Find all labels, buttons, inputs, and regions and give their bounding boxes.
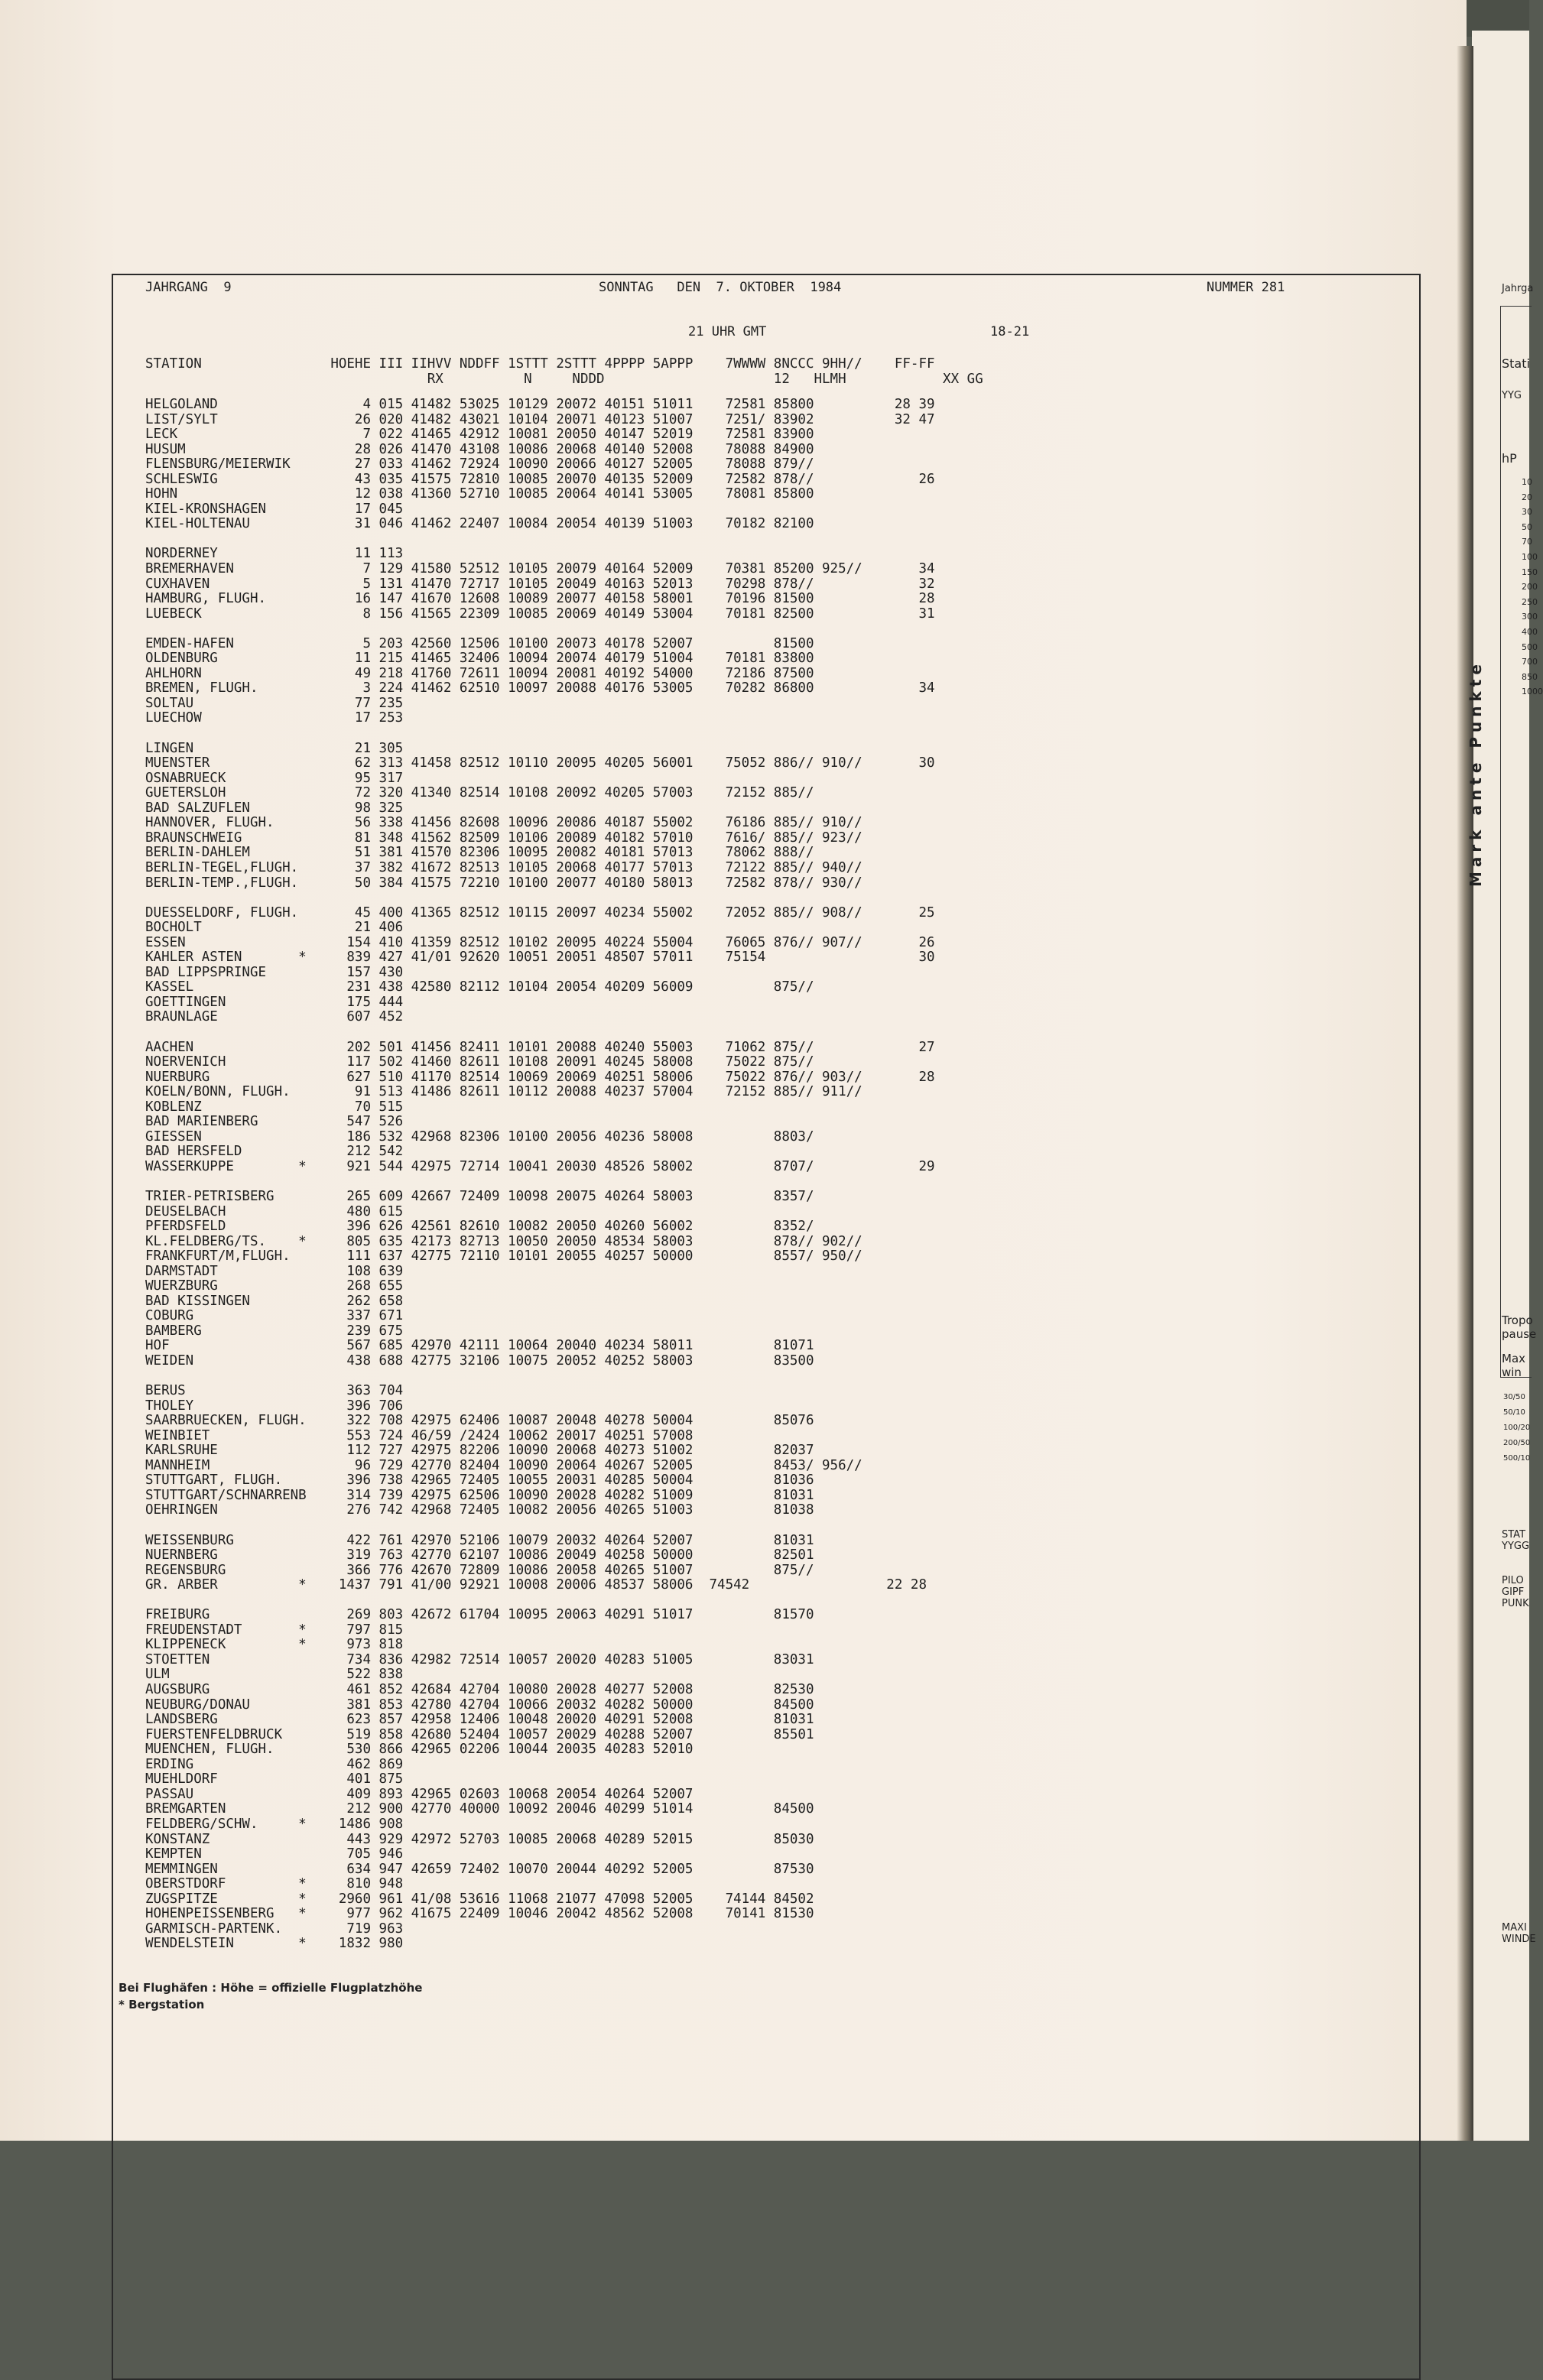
station-row: NEUBURG/DONAU 381 853 42780 42704 10066 20032 40282 50000 84500 xyxy=(145,1697,814,1713)
station-row: MUEHLDORF 401 875 xyxy=(145,1771,404,1787)
row-spacer xyxy=(145,726,935,742)
rp-level: 10 xyxy=(1522,477,1532,487)
station-row: ZUGSPITZE * 2960 961 41/08 53616 11068 21077 47098 52005 74144 84502 xyxy=(145,1891,814,1907)
station-row: BERUS 363 704 xyxy=(145,1383,404,1399)
station-rows xyxy=(145,398,935,1952)
station-row: COBURG 337 671 xyxy=(145,1308,404,1324)
station-row: THOLEY 396 706 xyxy=(145,1398,404,1414)
footnote-mountain-station: * Bergstation xyxy=(119,1998,205,2011)
station-row: CUXHAVEN 5 131 41470 72717 10105 20049 40163 52013 70298 878// 32 xyxy=(145,576,935,592)
station-row: KLIPPENECK * 973 818 xyxy=(145,1637,404,1653)
rp-maxi: MAXI WINDE xyxy=(1502,1922,1536,1945)
row-spacer xyxy=(145,1174,935,1190)
station-row: BRAUNSCHWEIG 81 348 41562 82509 10106 20089 40182 57010 7616/ 885// 923// xyxy=(145,830,862,846)
station-row: OLDENBURG 11 215 41465 32406 10094 20074 40179 51004 70181 83800 xyxy=(145,651,814,667)
rp-jahrgang: Jahrga xyxy=(1502,283,1534,294)
station-row: STUTTGART/SCHNARRENB 314 739 42975 62506 10090 20028 40282 51009 81031 xyxy=(145,1487,814,1503)
station-row: AHLHORN 49 218 41760 72611 10094 20081 40192 54000 72186 87500 xyxy=(145,665,814,681)
station-row: GIESSEN 186 532 42968 82306 10100 20056 40236 58008 8803/ xyxy=(145,1128,814,1145)
station-row: KEMPTEN 705 946 xyxy=(145,1846,404,1862)
rp-level: 20 xyxy=(1522,492,1532,502)
station-row: NORDERNEY 11 113 xyxy=(145,546,404,562)
station-row: KOELN/BONN, FLUGH. 91 513 41486 82611 10112 20088 40237 57004 72152 885// 911// xyxy=(145,1084,862,1100)
station-row: MUENSTER 62 313 41458 82512 10110 20095 40205 56001 75052 886// 910// 30 xyxy=(145,755,935,771)
station-row: LUECHOW 17 253 xyxy=(145,710,404,726)
date-label: SONNTAG DEN 7. OKTOBER 1984 xyxy=(599,280,842,295)
station-row: BERLIN-TEMP.,FLUGH. 50 384 41575 72210 10100 20077 40180 58013 72582 878// 930// xyxy=(145,875,862,891)
station-row: LECK 7 022 41465 42912 10081 20050 40147 52019 72581 83900 xyxy=(145,427,814,443)
rp-hp: hP xyxy=(1502,451,1517,466)
station-row: WEINBIET 553 724 46/59 /2424 10062 20017 40251 57008 xyxy=(145,1427,694,1443)
observation-time: 21 UHR GMT xyxy=(688,324,767,339)
station-row: BOCHOLT 21 406 xyxy=(145,920,404,936)
station-row: FUERSTENFELDBRUCK 519 858 42680 52404 10057 20029 40288 52007 85501 xyxy=(145,1726,814,1742)
station-row: HOHN 12 038 41360 52710 10085 20064 40141 53005 78081 85800 xyxy=(145,486,814,502)
rp-wind-level: 100/20 xyxy=(1503,1424,1531,1432)
station-row: GARMISCH-PARTENK. 719 963 xyxy=(145,1921,404,1937)
station-row: BREMEN, FLUGH. 3 224 41462 62510 10097 20088 40176 53005 70282 86800 34 xyxy=(145,680,935,696)
station-row: LINGEN 21 305 xyxy=(145,740,404,756)
station-row: KARLSRUHE 112 727 42975 82206 10090 20068 40273 51002 82037 xyxy=(145,1443,814,1459)
station-row: WASSERKUPPE * 921 544 42975 72714 10041 20030 48526 58002 8707/ 29 xyxy=(145,1158,935,1174)
row-spacer xyxy=(145,891,935,906)
rp-wind-level: 50/10 xyxy=(1503,1408,1525,1417)
station-row: PFERDSFELD 396 626 42561 82610 10082 20050 40260 56002 8352/ xyxy=(145,1219,814,1235)
book-spine xyxy=(1457,46,1473,2141)
station-row: LIST/SYLT 26 020 41482 43021 10104 20071 40123 51007 7251/ 83902 32 47 xyxy=(145,411,935,427)
station-row: DUESSELDORF, FLUGH. 45 400 41365 82512 10115 20097 40234 55002 72052 885// 908// 25 xyxy=(145,904,935,921)
station-row: ESSEN 154 410 41359 82512 10102 20095 40224 55004 76065 876// 907// 26 xyxy=(145,934,935,950)
station-row: TRIER-PETRISBERG 265 609 42667 72409 10098 20075 40264 58003 8357/ xyxy=(145,1188,814,1204)
station-row: AUGSBURG 461 852 42684 42704 10080 20028 40277 52008 82530 xyxy=(145,1682,814,1698)
jahrgang-label: JAHRGANG 9 xyxy=(145,280,232,295)
rp-level: 150 xyxy=(1522,567,1538,577)
station-row: SOLTAU 77 235 xyxy=(145,695,404,711)
station-row: BREMGARTEN 212 900 42770 40000 10092 20046 40299 51014 84500 xyxy=(145,1801,814,1817)
rp-station: Stati xyxy=(1502,356,1530,371)
station-row: GR. ARBER * 1437 791 41/00 92921 10008 20006 48537 58006 74542 22 28 xyxy=(145,1577,927,1593)
rp-pilo: PILO GIPF PUNK xyxy=(1502,1575,1529,1609)
station-row: KONSTANZ 443 929 42972 52703 10085 20068 40289 52015 85030 xyxy=(145,1831,814,1847)
rp-level: 700 xyxy=(1522,657,1538,667)
station-row: REGENSBURG 366 776 42670 72809 10086 20058 40265 51007 875// xyxy=(145,1562,814,1578)
rp-tropopause: Tropo pause xyxy=(1502,1313,1537,1341)
station-row: HANNOVER, FLUGH. 56 338 41456 82608 10096 20086 40187 55002 76186 885// 910// xyxy=(145,815,862,831)
station-row: WUERZBURG 268 655 xyxy=(145,1278,404,1294)
station-row: FLENSBURG/MEIERWIK 27 033 41462 72924 10090 20066 40127 52005 78088 879// xyxy=(145,456,814,472)
station-row: SCHLESWIG 43 035 41575 72810 10085 20070 40135 52009 72582 878// 26 xyxy=(145,471,935,487)
station-row: FELDBERG/SCHW. * 1486 908 xyxy=(145,1816,404,1832)
station-row: BAD LIPPSPRINGE 157 430 xyxy=(145,964,404,980)
rp-level: 100 xyxy=(1522,552,1538,562)
station-row: NUERBURG 627 510 41170 82514 10069 20069 40251 58006 75022 876// 903// 28 xyxy=(145,1069,935,1085)
rp-level: 200 xyxy=(1522,582,1538,593)
rp-level: 30 xyxy=(1522,507,1532,518)
period-label: 18-21 xyxy=(990,324,1030,339)
rp-stat: STAT YYGG xyxy=(1502,1529,1530,1552)
station-row: DARMSTADT 108 639 xyxy=(145,1263,404,1279)
rp-level: 70 xyxy=(1522,537,1532,547)
station-row: LUEBECK 8 156 41565 22309 10085 20069 40149 53004 70181 82500 31 xyxy=(145,606,935,622)
station-row: ULM 522 838 xyxy=(145,1667,404,1683)
row-spacer xyxy=(145,532,935,547)
station-row: MUENCHEN, FLUGH. 530 866 42965 02206 10044 20035 40283 52010 xyxy=(145,1742,694,1758)
station-row: KL.FELDBERG/TS. * 805 635 42173 82713 10050 20050 48534 58003 878// 902// xyxy=(145,1233,862,1249)
station-row: MANNHEIM 96 729 42770 82404 10090 20064 40267 52005 8453/ 956// xyxy=(145,1457,862,1473)
station-row: BERLIN-DAHLEM 51 381 41570 82306 10095 20082 40181 57013 78062 888// xyxy=(145,845,814,861)
station-row: FREUDENSTADT * 797 815 xyxy=(145,1622,404,1638)
station-row: OSNABRUECK 95 317 xyxy=(145,770,404,786)
station-row: BAD KISSINGEN 262 658 xyxy=(145,1293,404,1309)
station-row: STUTTGART, FLUGH. 396 738 42965 72405 10055 20031 40285 50004 81036 xyxy=(145,1472,814,1489)
station-row: BAD HERSFELD 212 542 xyxy=(145,1144,404,1160)
station-row: BAMBERG 239 675 xyxy=(145,1323,404,1339)
station-row: NOERVENICH 117 502 41460 82611 10108 20091 40245 58008 75022 875// xyxy=(145,1054,814,1070)
rp-level: 250 xyxy=(1522,596,1538,607)
rp-wind-level: 500/10 xyxy=(1503,1454,1531,1463)
station-row: HUSUM 28 026 41470 43108 10086 20068 40140 52008 78088 84900 xyxy=(145,441,814,457)
station-row: BREMERHAVEN 7 129 41580 52512 10105 20079 40164 52009 70381 85200 925// 34 xyxy=(145,561,935,577)
station-row: DEUSELBACH 480 615 xyxy=(145,1203,404,1219)
station-row: AACHEN 202 501 41456 82411 10101 20088 40240 55003 71062 875// 27 xyxy=(145,1039,935,1055)
station-row: PASSAU 409 893 42965 02603 10068 20054 40264 52007 xyxy=(145,1786,694,1802)
station-row: OEHRINGEN 276 742 42968 72405 10082 20056 40265 51003 81038 xyxy=(145,1502,814,1518)
rp-wind-level: 30/50 xyxy=(1503,1393,1525,1401)
station-row: KIEL-HOLTENAU 31 046 41462 22407 10084 20054 40139 51003 70182 82100 xyxy=(145,516,814,532)
station-row: NUERNBERG 319 763 42770 62107 10086 20049 40258 50000 82501 xyxy=(145,1547,814,1563)
station-row: HAMBURG, FLUGH. 16 147 41670 12608 10089 20077 40158 58001 70196 81500 28 xyxy=(145,591,935,607)
station-row: BAD MARIENBERG 547 526 xyxy=(145,1114,404,1130)
row-spacer xyxy=(145,1518,935,1534)
row-spacer xyxy=(145,1593,935,1609)
rp-level: 850 xyxy=(1522,671,1538,682)
rp-level: 400 xyxy=(1522,627,1538,637)
station-row: WEISSENBURG 422 761 42970 52106 10079 20032 40264 52007 81031 xyxy=(145,1532,814,1548)
station-row: KAHLER ASTEN * 839 427 41/01 92620 10051 20051 48507 57011 75154 30 xyxy=(145,950,935,966)
rp-level: 300 xyxy=(1522,612,1538,622)
station-row: STOETTEN 734 836 42982 72514 10057 20020 40283 51005 83031 xyxy=(145,1651,814,1667)
rp-max-wind: Max win xyxy=(1502,1352,1526,1379)
rp-level: 500 xyxy=(1522,641,1538,652)
footnote-airports: Bei Flughäfen : Höhe = offizielle Flugplatzhöhe xyxy=(119,1981,423,1995)
station-row: EMDEN-HAFEN 5 203 42560 12506 10100 20073 40178 52007 81500 xyxy=(145,635,814,651)
station-row: ERDING 462 869 xyxy=(145,1756,404,1772)
station-row: HOHENPEISSENBERG * 977 962 41675 22409 10046 20042 48562 52008 70141 81530 xyxy=(145,1906,814,1922)
station-row: GOETTINGEN 175 444 xyxy=(145,994,404,1010)
rp-level: 50 xyxy=(1522,521,1532,532)
row-spacer xyxy=(145,622,935,637)
station-row: SAARBRUECKEN, FLUGH. 322 708 42975 62406 10087 20048 40278 50004 85076 xyxy=(145,1413,814,1429)
row-spacer xyxy=(145,1369,935,1385)
station-row: HOF 567 685 42970 42111 10064 20040 40234 58011 81071 xyxy=(145,1338,814,1354)
station-row: BRAUNLAGE 607 452 xyxy=(145,1009,404,1025)
issue-number: NUMMER 281 xyxy=(1207,280,1285,295)
station-row: KASSEL 231 438 42580 82112 10104 20054 40209 56009 875// xyxy=(145,979,814,995)
station-row: MEMMINGEN 634 947 42659 72402 10070 20044 40292 52005 87530 xyxy=(145,1861,814,1877)
station-row: KOBLENZ 70 515 xyxy=(145,1099,404,1115)
rp-level: 1000 xyxy=(1522,687,1543,697)
station-row: HELGOLAND 4 015 41482 53025 10129 20072 40151 51011 72581 85800 28 39 xyxy=(145,397,935,412)
station-row: BAD SALZUFLEN 98 325 xyxy=(145,800,404,816)
station-row: FREIBURG 269 803 42672 61704 10095 20063 40291 51017 81570 xyxy=(145,1607,814,1623)
station-row: BERLIN-TEGEL,FLUGH. 37 382 41672 82513 10105 20068 40177 57013 72122 885// 940// xyxy=(145,859,862,875)
column-header-line2: RX N NDDD 12 HLMH XX GG xyxy=(145,372,983,387)
rp-yyg: YYG xyxy=(1502,390,1522,401)
station-row: WENDELSTEIN * 1832 980 xyxy=(145,1936,404,1952)
row-spacer xyxy=(145,1025,935,1041)
station-row: OBERSTDORF * 810 948 xyxy=(145,1876,404,1892)
station-row: WEIDEN 438 688 42775 32106 10075 20052 40252 58003 83500 xyxy=(145,1353,814,1369)
station-row: FRANKFURT/M,FLUGH. 111 637 42775 72110 10101 20055 40257 50000 8557/ 950// xyxy=(145,1248,862,1265)
station-row: LANDSBERG 623 857 42958 12406 10048 20020 40291 52008 81031 xyxy=(145,1712,814,1728)
rp-vertical-caption: Mark ante Punkte xyxy=(1467,660,1485,887)
station-row: KIEL-KRONSHAGEN 17 045 xyxy=(145,501,404,517)
station-row: GUETERSLOH 72 320 41340 82514 10108 20092 40205 57003 72152 885// xyxy=(145,785,814,801)
column-header-line1: STATION HOEHE III IIHVV NDDFF 1STTT 2STTT 4PPPP 5APPP 7WWWW 8NCCC 9HH// FF-FF xyxy=(145,356,935,372)
rp-wind-level: 200/50 xyxy=(1503,1439,1531,1447)
